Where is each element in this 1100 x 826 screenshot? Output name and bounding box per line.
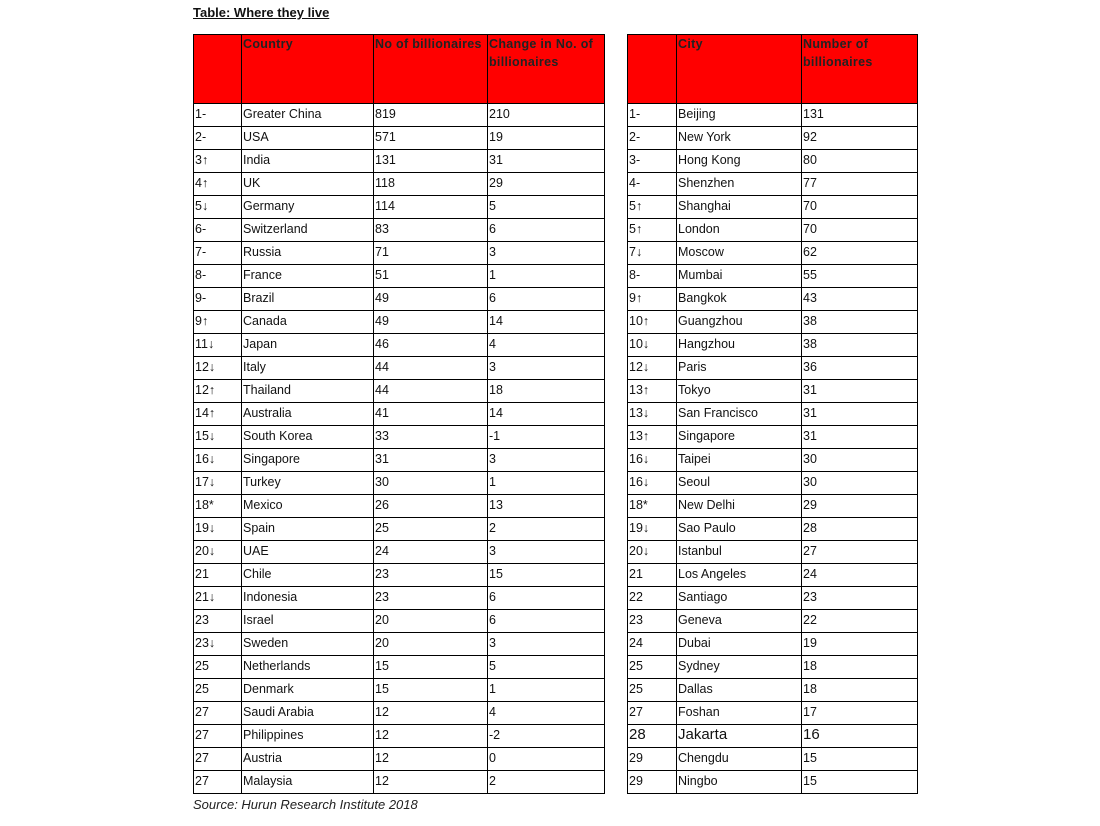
- table-row: [194, 587, 605, 610]
- change-cell: 4: [488, 334, 605, 357]
- change-cell: 1: [488, 679, 605, 702]
- billionaires-header: No of billionaires: [374, 35, 488, 104]
- change-cell: 210: [488, 104, 605, 127]
- country-cell: Canada: [242, 311, 374, 334]
- rank-cell: 11↓: [194, 334, 242, 357]
- city-cell: Hangzhou: [677, 334, 802, 357]
- billionaires-cell: 118: [374, 173, 488, 196]
- billionaires-cell: 15: [374, 656, 488, 679]
- billionaires-cell: 38: [802, 311, 918, 334]
- city-rank-header: [628, 35, 677, 104]
- rank-cell: 15↓: [194, 426, 242, 449]
- city-cell: Seoul: [677, 472, 802, 495]
- change-cell: 19: [488, 127, 605, 150]
- change-cell: 4: [488, 702, 605, 725]
- table-row: [194, 196, 605, 219]
- city-cell: Jakarta: [677, 725, 802, 748]
- city-cell: Ningbo: [677, 771, 802, 794]
- billionaires-cell: 15: [802, 748, 918, 771]
- billionaires-cell: 49: [374, 288, 488, 311]
- change-cell: 15: [488, 564, 605, 587]
- change-cell: -2: [488, 725, 605, 748]
- billionaires-cell: 55: [802, 265, 918, 288]
- table-row: [628, 104, 918, 127]
- table-row: [194, 564, 605, 587]
- change-cell: 3: [488, 242, 605, 265]
- table-row: [628, 748, 918, 771]
- country-cell: Switzerland: [242, 219, 374, 242]
- city-cell: Istanbul: [677, 541, 802, 564]
- country-cell: Japan: [242, 334, 374, 357]
- rank-cell: 19↓: [194, 518, 242, 541]
- table-row: [628, 610, 918, 633]
- change-cell: 2: [488, 771, 605, 794]
- billionaires-cell: 12: [374, 725, 488, 748]
- city-cell: Moscow: [677, 242, 802, 265]
- table-row: [628, 311, 918, 334]
- billionaires-cell: 571: [374, 127, 488, 150]
- city-cell: Guangzhou: [677, 311, 802, 334]
- billionaires-cell: 33: [374, 426, 488, 449]
- billionaires-cell: 44: [374, 357, 488, 380]
- rank-cell: 13↓: [628, 403, 677, 426]
- city-cell: Mumbai: [677, 265, 802, 288]
- city-cell: Beijing: [677, 104, 802, 127]
- rank-cell: 27: [194, 748, 242, 771]
- rank-cell: 12↓: [628, 357, 677, 380]
- billionaires-cell: 80: [802, 150, 918, 173]
- country-cell: Austria: [242, 748, 374, 771]
- country-cell: Brazil: [242, 288, 374, 311]
- table-row: [194, 771, 605, 794]
- country-cell: India: [242, 150, 374, 173]
- rank-cell: 5↑: [628, 219, 677, 242]
- change-cell: 3: [488, 357, 605, 380]
- rank-cell: 27: [194, 725, 242, 748]
- billionaires-cell: 20: [374, 610, 488, 633]
- city-cell: Shenzhen: [677, 173, 802, 196]
- city-cell: Bangkok: [677, 288, 802, 311]
- city-cell: Sao Paulo: [677, 518, 802, 541]
- billionaires-cell: 12: [374, 748, 488, 771]
- rank-cell: 25: [194, 656, 242, 679]
- table-row: [194, 104, 605, 127]
- rank-cell: 5↓: [194, 196, 242, 219]
- country-cell: Saudi Arabia: [242, 702, 374, 725]
- city-header: City: [677, 35, 802, 104]
- table-row: [194, 541, 605, 564]
- change-cell: 6: [488, 587, 605, 610]
- rank-cell: 23: [194, 610, 242, 633]
- billionaires-cell: 25: [374, 518, 488, 541]
- country-header: Country: [242, 35, 374, 104]
- rank-cell: 5↑: [628, 196, 677, 219]
- table-row: [194, 748, 605, 771]
- rank-cell: 21: [628, 564, 677, 587]
- table-row: [628, 403, 918, 426]
- table-row: [194, 357, 605, 380]
- billionaires-cell: 19: [802, 633, 918, 656]
- cities-header-row: [628, 35, 918, 104]
- rank-cell: 7-: [194, 242, 242, 265]
- table-row: [628, 426, 918, 449]
- billionaires-cell: 30: [374, 472, 488, 495]
- rank-cell: 21: [194, 564, 242, 587]
- billionaires-cell: 31: [802, 403, 918, 426]
- billionaires-cell: 41: [374, 403, 488, 426]
- table-row: [628, 242, 918, 265]
- change-cell: 6: [488, 219, 605, 242]
- rank-cell: 28: [628, 725, 677, 748]
- table-row: [194, 242, 605, 265]
- table-row: [628, 196, 918, 219]
- billionaires-cell: 18: [802, 679, 918, 702]
- table-row: [194, 633, 605, 656]
- country-cell: Malaysia: [242, 771, 374, 794]
- rank-cell: 10↓: [628, 334, 677, 357]
- rank-cell: 17↓: [194, 472, 242, 495]
- table-row: [194, 725, 605, 748]
- billionaires-cell: 114: [374, 196, 488, 219]
- cities-table: [627, 34, 918, 794]
- change-cell: 5: [488, 656, 605, 679]
- country-cell: USA: [242, 127, 374, 150]
- table-row: [628, 679, 918, 702]
- billionaires-cell: 36: [802, 357, 918, 380]
- table-title: Table: Where they live: [193, 5, 330, 20]
- rank-cell: 23↓: [194, 633, 242, 656]
- billionaires-cell: 31: [802, 426, 918, 449]
- billionaires-cell: 29: [802, 495, 918, 518]
- table-row: [628, 334, 918, 357]
- billionaires-cell: 26: [374, 495, 488, 518]
- country-cell: Israel: [242, 610, 374, 633]
- billionaires-cell: 44: [374, 380, 488, 403]
- rank-cell: 19↓: [628, 518, 677, 541]
- rank-cell: 25: [194, 679, 242, 702]
- city-cell: London: [677, 219, 802, 242]
- rank-cell: 29: [628, 748, 677, 771]
- rank-cell: 8-: [628, 265, 677, 288]
- table-row: [194, 380, 605, 403]
- table-row: [194, 127, 605, 150]
- city-cell: Sydney: [677, 656, 802, 679]
- rank-cell: 14↑: [194, 403, 242, 426]
- city-cell: Tokyo: [677, 380, 802, 403]
- change-cell: 14: [488, 311, 605, 334]
- city-cell: San Francisco: [677, 403, 802, 426]
- billionaires-cell: 23: [374, 587, 488, 610]
- country-cell: UAE: [242, 541, 374, 564]
- rank-cell: 27: [628, 702, 677, 725]
- table-row: [194, 150, 605, 173]
- table-row: [194, 403, 605, 426]
- billionaires-cell: 16: [802, 725, 918, 748]
- billionaires-cell: 22: [802, 610, 918, 633]
- table-row: [194, 610, 605, 633]
- billionaires-cell: 819: [374, 104, 488, 127]
- rank-cell: 25: [628, 679, 677, 702]
- change-cell: 6: [488, 288, 605, 311]
- rank-cell: 12↓: [194, 357, 242, 380]
- rank-cell: 12↑: [194, 380, 242, 403]
- change-cell: 2: [488, 518, 605, 541]
- table-row: [628, 449, 918, 472]
- table-row: [628, 265, 918, 288]
- table-row: [194, 219, 605, 242]
- table-row: [628, 633, 918, 656]
- rank-cell: 24: [628, 633, 677, 656]
- country-cell: Singapore: [242, 449, 374, 472]
- rank-cell: 27: [194, 702, 242, 725]
- table-row: [194, 449, 605, 472]
- billionaires-cell: 131: [802, 104, 918, 127]
- city-billionaires-header: Number of billionaires: [802, 35, 918, 104]
- change-cell: 29: [488, 173, 605, 196]
- city-cell: Paris: [677, 357, 802, 380]
- table-row: [194, 518, 605, 541]
- table-row: [628, 219, 918, 242]
- rank-cell: 1-: [194, 104, 242, 127]
- table-row: [194, 265, 605, 288]
- country-cell: Germany: [242, 196, 374, 219]
- billionaires-cell: 62: [802, 242, 918, 265]
- billionaires-cell: 43: [802, 288, 918, 311]
- table-row: [628, 150, 918, 173]
- table-row: [194, 288, 605, 311]
- table-row: [628, 587, 918, 610]
- city-cell: Dallas: [677, 679, 802, 702]
- countries-table: [193, 34, 605, 794]
- country-cell: UK: [242, 173, 374, 196]
- rank-cell: 27: [194, 771, 242, 794]
- country-cell: Philippines: [242, 725, 374, 748]
- city-cell: Santiago: [677, 587, 802, 610]
- billionaires-cell: 31: [802, 380, 918, 403]
- change-cell: 6: [488, 610, 605, 633]
- country-cell: Italy: [242, 357, 374, 380]
- billionaires-cell: 70: [802, 196, 918, 219]
- change-cell: 13: [488, 495, 605, 518]
- rank-cell: 23: [628, 610, 677, 633]
- billionaires-cell: 24: [802, 564, 918, 587]
- table-row: [628, 702, 918, 725]
- city-cell: Foshan: [677, 702, 802, 725]
- rank-cell: 3-: [628, 150, 677, 173]
- countries-header-row: [194, 35, 605, 104]
- billionaires-cell: 28: [802, 518, 918, 541]
- rank-cell: 16↓: [194, 449, 242, 472]
- rank-cell: 9↑: [628, 288, 677, 311]
- billionaires-cell: 31: [374, 449, 488, 472]
- rank-cell: 3↑: [194, 150, 242, 173]
- billionaires-cell: 23: [374, 564, 488, 587]
- change-cell: 3: [488, 633, 605, 656]
- city-cell: Shanghai: [677, 196, 802, 219]
- billionaires-cell: 51: [374, 265, 488, 288]
- rank-cell: 10↑: [628, 311, 677, 334]
- rank-cell: 8-: [194, 265, 242, 288]
- billionaires-cell: 71: [374, 242, 488, 265]
- table-row: [194, 334, 605, 357]
- billionaires-cell: 30: [802, 449, 918, 472]
- rank-cell: 21↓: [194, 587, 242, 610]
- change-header: Change in No. of billionaires: [488, 35, 605, 104]
- change-cell: -1: [488, 426, 605, 449]
- change-cell: 1: [488, 472, 605, 495]
- table-row: [628, 380, 918, 403]
- change-cell: 0: [488, 748, 605, 771]
- table-row: [628, 127, 918, 150]
- table-row: [628, 771, 918, 794]
- source-note: Source: Hurun Research Institute 2018: [193, 797, 418, 812]
- table-row: [628, 541, 918, 564]
- city-cell: Taipei: [677, 449, 802, 472]
- table-row: [194, 426, 605, 449]
- table-row: [194, 311, 605, 334]
- city-cell: Los Angeles: [677, 564, 802, 587]
- rank-cell: 20↓: [628, 541, 677, 564]
- rank-cell: 9↑: [194, 311, 242, 334]
- table-row: [628, 495, 918, 518]
- billionaires-cell: 20: [374, 633, 488, 656]
- billionaires-cell: 83: [374, 219, 488, 242]
- billionaires-cell: 17: [802, 702, 918, 725]
- rank-cell: 9-: [194, 288, 242, 311]
- table-row: [194, 656, 605, 679]
- rank-cell: 16↓: [628, 472, 677, 495]
- country-cell: Australia: [242, 403, 374, 426]
- rank-cell: 16↓: [628, 449, 677, 472]
- billionaires-cell: 12: [374, 771, 488, 794]
- city-cell: New York: [677, 127, 802, 150]
- city-cell: New Delhi: [677, 495, 802, 518]
- rank-cell: 20↓: [194, 541, 242, 564]
- billionaires-cell: 38: [802, 334, 918, 357]
- billionaires-cell: 15: [802, 771, 918, 794]
- change-cell: 18: [488, 380, 605, 403]
- country-cell: Denmark: [242, 679, 374, 702]
- change-cell: 3: [488, 541, 605, 564]
- country-cell: South Korea: [242, 426, 374, 449]
- table-row: [628, 564, 918, 587]
- rank-cell: 13↑: [628, 380, 677, 403]
- rank-cell: 18*: [194, 495, 242, 518]
- billionaires-cell: 12: [374, 702, 488, 725]
- billionaires-cell: 70: [802, 219, 918, 242]
- table-row: [628, 357, 918, 380]
- country-cell: Russia: [242, 242, 374, 265]
- city-cell: Chengdu: [677, 748, 802, 771]
- billionaires-cell: 15: [374, 679, 488, 702]
- rank-cell: 29: [628, 771, 677, 794]
- change-cell: 31: [488, 150, 605, 173]
- country-cell: Netherlands: [242, 656, 374, 679]
- country-cell: Sweden: [242, 633, 374, 656]
- billionaires-cell: 24: [374, 541, 488, 564]
- rank-cell: 22: [628, 587, 677, 610]
- table-row: [628, 725, 918, 748]
- country-cell: France: [242, 265, 374, 288]
- table-row: [194, 472, 605, 495]
- rank-cell: 6-: [194, 219, 242, 242]
- billionaires-cell: 18: [802, 656, 918, 679]
- city-cell: Geneva: [677, 610, 802, 633]
- country-cell: Spain: [242, 518, 374, 541]
- billionaires-cell: 77: [802, 173, 918, 196]
- city-cell: Dubai: [677, 633, 802, 656]
- billionaires-cell: 131: [374, 150, 488, 173]
- table-row: [628, 472, 918, 495]
- change-cell: 14: [488, 403, 605, 426]
- rank-cell: 4-: [628, 173, 677, 196]
- table-row: [628, 518, 918, 541]
- rank-cell: 2-: [628, 127, 677, 150]
- rank-cell: 25: [628, 656, 677, 679]
- table-row: [194, 702, 605, 725]
- country-cell: Thailand: [242, 380, 374, 403]
- billionaires-cell: 46: [374, 334, 488, 357]
- table-row: [628, 656, 918, 679]
- billionaires-cell: 23: [802, 587, 918, 610]
- table-row: [194, 495, 605, 518]
- rank-cell: 2-: [194, 127, 242, 150]
- change-cell: 3: [488, 449, 605, 472]
- city-cell: Hong Kong: [677, 150, 802, 173]
- rank-cell: 13↑: [628, 426, 677, 449]
- rank-cell: 18*: [628, 495, 677, 518]
- table-row: [194, 679, 605, 702]
- rank-cell: 1-: [628, 104, 677, 127]
- country-cell: Greater China: [242, 104, 374, 127]
- table-row: [194, 173, 605, 196]
- country-cell: Chile: [242, 564, 374, 587]
- billionaires-cell: 49: [374, 311, 488, 334]
- billionaires-cell: 92: [802, 127, 918, 150]
- table-row: [628, 173, 918, 196]
- table-row: [628, 288, 918, 311]
- billionaires-cell: 30: [802, 472, 918, 495]
- rank-header: [194, 35, 242, 104]
- rank-cell: 4↑: [194, 173, 242, 196]
- city-cell: Singapore: [677, 426, 802, 449]
- country-cell: Mexico: [242, 495, 374, 518]
- country-cell: Indonesia: [242, 587, 374, 610]
- country-cell: Turkey: [242, 472, 374, 495]
- rank-cell: 7↓: [628, 242, 677, 265]
- change-cell: 1: [488, 265, 605, 288]
- change-cell: 5: [488, 196, 605, 219]
- billionaires-cell: 27: [802, 541, 918, 564]
